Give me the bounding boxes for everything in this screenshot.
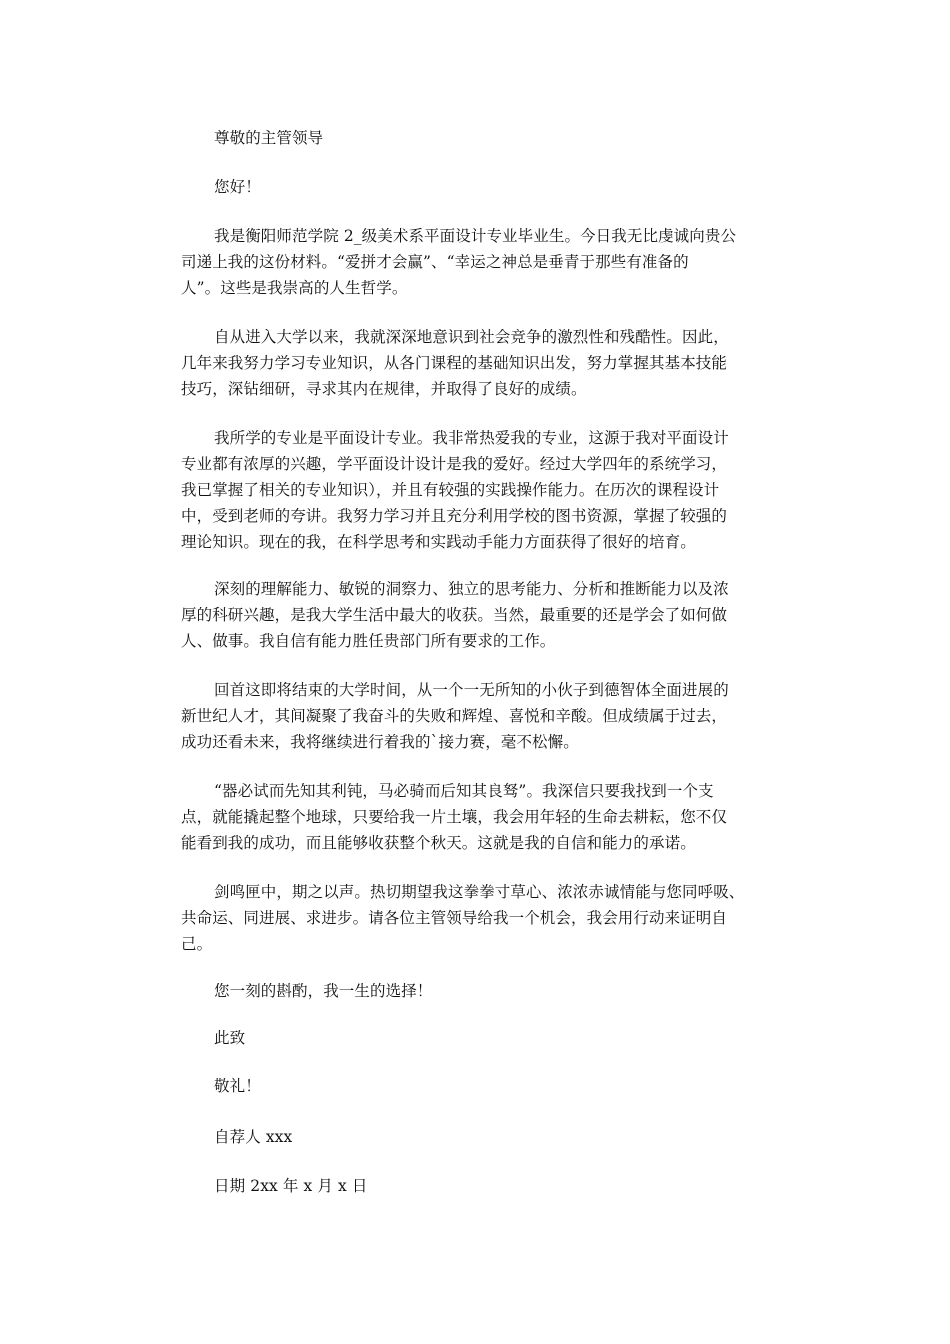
signature-line: 自荐人 xxx xyxy=(214,1128,293,1146)
paragraph-6-line-3: 能看到我的成功，而且能够收获整个秋天。这就是我的自信和能力的承诺。 xyxy=(181,834,696,852)
paragraph-5-line-2: 新世纪人才，其间凝聚了我奋斗的失败和辉煌、喜悦和辛酸。但成绩属于过去， xyxy=(181,707,728,725)
paragraph-5-line-1: 回首这即将结束的大学时间，从一个一无所知的小伙子到德智体全面进展的 xyxy=(214,681,729,699)
paragraph-3-line-5: 理论知识。现在的我，在科学思考和实践动手能力方面获得了很好的培育。 xyxy=(181,533,696,551)
paragraph-4-line-2: 厚的科研兴趣，是我大学生活中最大的收获。当然，最重要的还是学会了如何做 xyxy=(181,606,728,624)
paragraph-3-line-4: 中，受到老师的夸讲。我努力学习并且充分利用学校的图书资源，掌握了较强的 xyxy=(181,507,728,525)
paragraph-1-line-1: 我是衡阳师范学院 2_级美术系平面设计专业毕业生。今日我无比虔诚向贵公 xyxy=(214,227,737,245)
paragraph-2-line-1: 自从进入大学以来，我就深深地意识到社会竞争的激烈性和残酷性。因此， xyxy=(214,328,729,346)
paragraph-7-line-1: 剑鸣匣中，期之以声。热切期望我这拳拳寸草心、浓浓赤诚情能与您同呼吸、 xyxy=(214,883,745,901)
paragraph-3-line-2: 专业都有浓厚的兴趣，学平面设计设计是我的爱好。经过大学四年的系统学习， xyxy=(181,455,728,473)
paragraph-4-line-3: 人、做事。我自信有能力胜任贵部门所有要求的工作。 xyxy=(181,632,556,650)
salutation: 尊敬的主管领导 xyxy=(214,129,324,147)
paragraph-6-line-2: 点，就能撬起整个地球，只要给我一片土壤，我会用年轻的生命去耕耘，您不仅 xyxy=(181,808,728,826)
paragraph-4-line-1: 深刻的理解能力、敏锐的洞察力、独立的思考能力、分析和推断能力以及浓 xyxy=(214,580,729,598)
paragraph-7-line-3: 己。 xyxy=(181,935,213,953)
paragraph-3-line-3: 我已掌握了相关的专业知识），并且有较强的实践操作能力。在历次的课程设计 xyxy=(181,481,720,499)
closing-line: 您一刻的斟酌，我一生的选择！ xyxy=(214,982,433,1000)
paragraph-2-line-3: 技巧，深钻细研，寻求其内在规律，并取得了良好的成绩。 xyxy=(181,380,587,398)
paragraph-3-line-1: 我所学的专业是平面设计专业。我非常热爱我的专业，这源于我对平面设计 xyxy=(214,429,729,447)
paragraph-5-line-3: 成功还看未来，我将继续进行着我的`接力赛，毫不松懈。 xyxy=(181,733,579,751)
paragraph-7-line-2: 共命运、同进展、求进步。请各位主管领导给我一个机会，我会用行动来证明自 xyxy=(181,909,728,927)
cizhi-line: 此致 xyxy=(214,1029,246,1047)
jingli-line: 敬礼！ xyxy=(214,1077,261,1095)
date-line: 日期 2xx 年 x 月 x 日 xyxy=(214,1177,368,1195)
paragraph-6-line-1: “器必试而先知其利钝，马必骑而后知其良驽”。我深信只要我找到一个支 xyxy=(214,782,714,800)
paragraph-1-line-3: 人”。这些是我崇高的人生哲学。 xyxy=(181,279,408,297)
paragraph-1-line-2: 司递上我的这份材料。“爱拼才会赢”、“幸运之神总是垂青于那些有准备的 xyxy=(181,253,689,271)
paragraph-2-line-2: 几年来我努力学习专业知识，从各门课程的基础知识出发，努力掌握其基本技能 xyxy=(181,354,728,372)
greeting: 您好！ xyxy=(214,178,261,196)
